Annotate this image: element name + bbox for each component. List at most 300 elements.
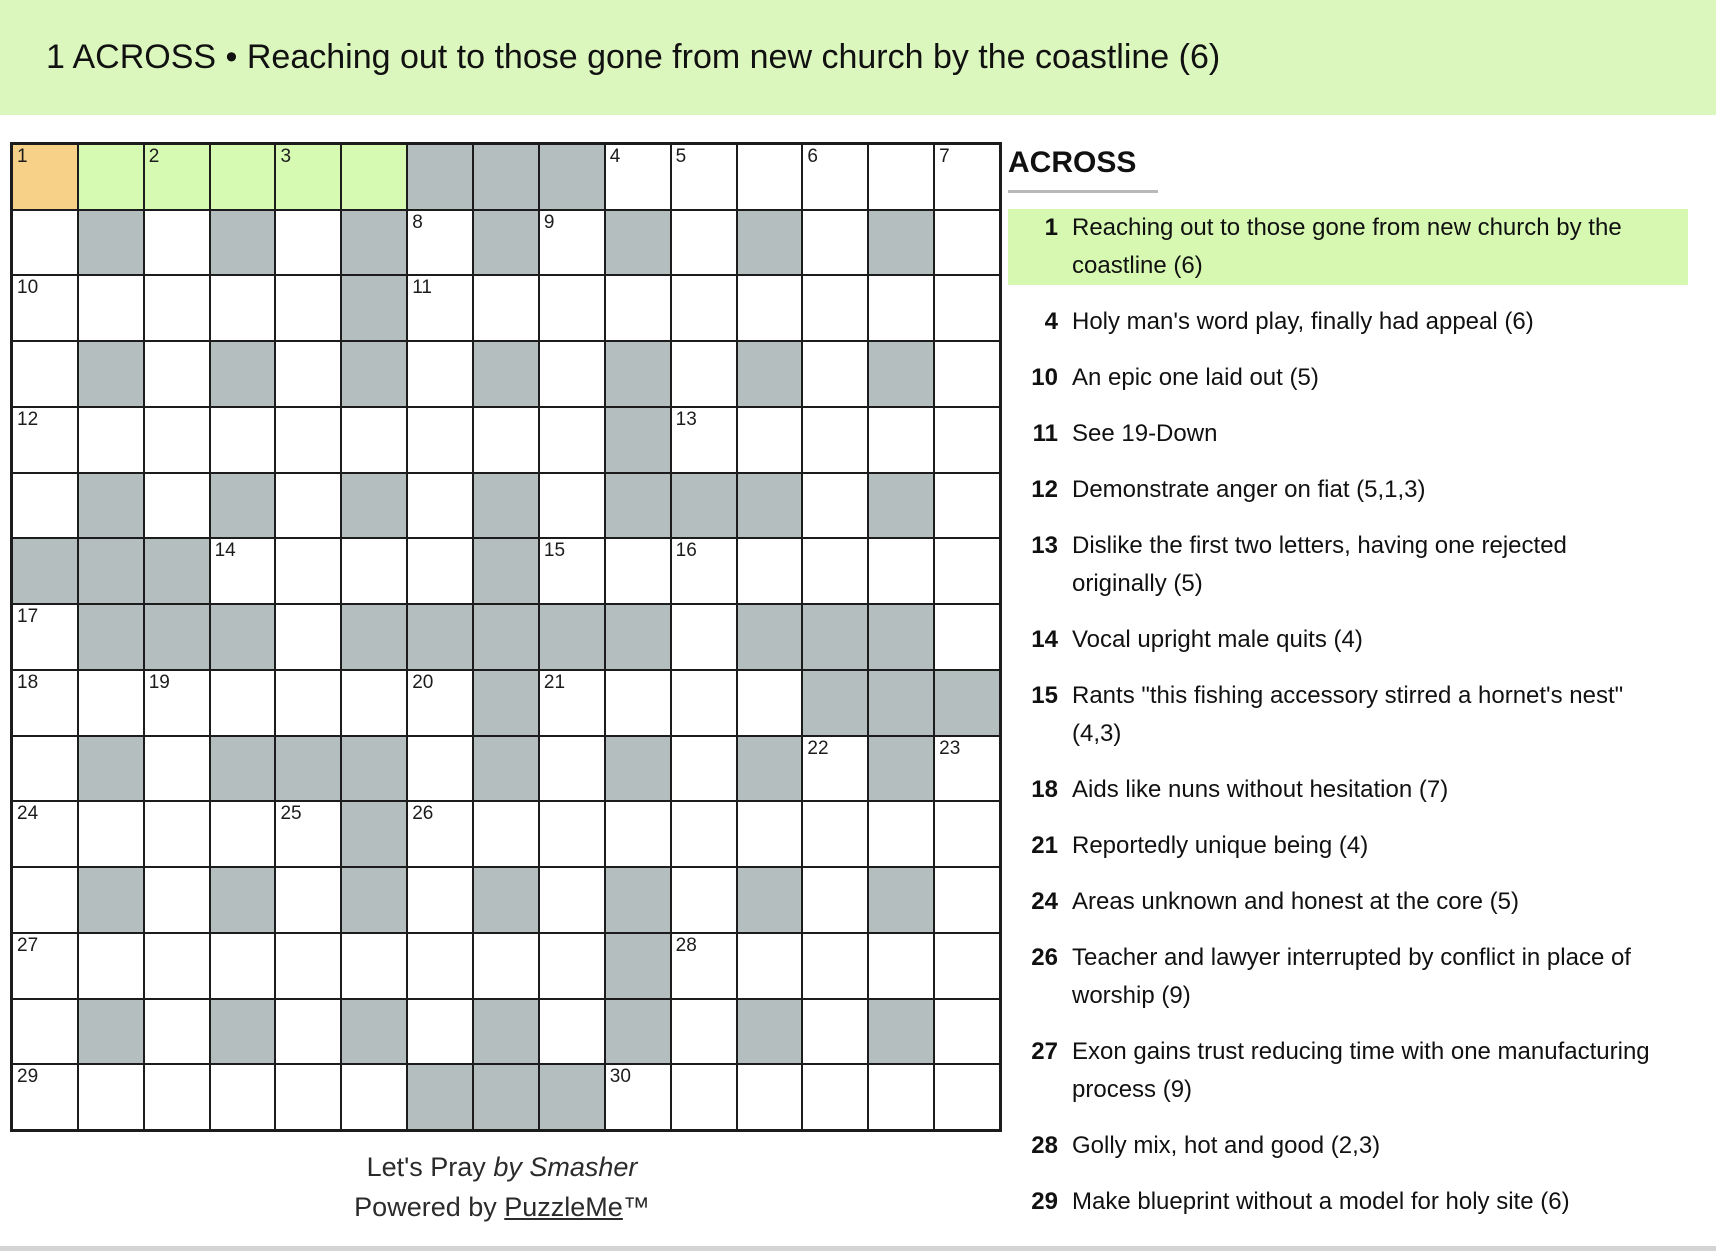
grid-cell[interactable]: [79, 802, 143, 866]
block-cell: [869, 671, 933, 735]
block-cell: [79, 539, 143, 603]
grid-cell[interactable]: [935, 934, 999, 998]
grid-cell[interactable]: [79, 276, 143, 340]
grid-cell[interactable]: [803, 802, 867, 866]
block-cell: [738, 868, 802, 932]
grid-cell[interactable]: [276, 671, 340, 735]
clue-text: Aids like nuns without hesitation (7): [1072, 776, 1449, 803]
grid-cell[interactable]: [145, 802, 209, 866]
grid-cell[interactable]: [540, 868, 604, 932]
puzzleme-link[interactable]: PuzzleMe: [504, 1192, 623, 1222]
grid-cell[interactable]: [79, 145, 143, 209]
clue-number: 13: [1031, 532, 1058, 559]
clue-number: 29: [1031, 1188, 1058, 1215]
cell-number: 3: [280, 146, 292, 167]
grid-cell[interactable]: [145, 737, 209, 801]
block-cell: [869, 1000, 933, 1064]
cell-number: 28: [675, 934, 697, 956]
grid-cell[interactable]: [408, 868, 472, 932]
grid-cell[interactable]: [13, 802, 77, 866]
grid-cell[interactable]: [13, 342, 77, 406]
grid-cell[interactable]: [869, 276, 933, 340]
block-cell: [145, 605, 209, 669]
grid-cell[interactable]: [803, 868, 867, 932]
block-cell: [474, 211, 538, 275]
clue-text: See 19-Down: [1072, 420, 1218, 447]
grid-cell[interactable]: [342, 539, 406, 603]
clue-number: 12: [1031, 476, 1058, 503]
block-cell: [606, 605, 670, 669]
grid-cell[interactable]: [803, 145, 867, 209]
across-header: ACROSS: [1008, 146, 1137, 179]
grid-cell[interactable]: [869, 802, 933, 866]
grid-cell[interactable]: [13, 211, 77, 275]
grid-cell[interactable]: [540, 211, 604, 275]
grid-cell[interactable]: [738, 671, 802, 735]
block-cell: [803, 605, 867, 669]
grid-cell[interactable]: [540, 1000, 604, 1064]
clue-item[interactable]: [1008, 209, 1688, 285]
grid-cell[interactable]: [211, 1065, 275, 1129]
block-cell: [211, 1000, 275, 1064]
clue-number: 4: [1044, 308, 1058, 335]
block-cell: [474, 342, 538, 406]
block-cell: [408, 605, 472, 669]
grid-cell[interactable]: [145, 474, 209, 538]
clue-item[interactable]: [1008, 677, 1688, 753]
grid-cell[interactable]: [935, 276, 999, 340]
grid-cell[interactable]: [540, 539, 604, 603]
across-header-rule: [1008, 190, 1158, 193]
grid-cell[interactable]: [738, 539, 802, 603]
grid-cell[interactable]: [803, 539, 867, 603]
grid-cell[interactable]: [672, 934, 736, 998]
grid-cell[interactable]: [935, 1065, 999, 1129]
grid-cell[interactable]: [935, 539, 999, 603]
grid-cell[interactable]: [672, 1000, 736, 1064]
block-cell: [869, 868, 933, 932]
grid-cell[interactable]: [672, 605, 736, 669]
grid-cell[interactable]: [276, 408, 340, 472]
grid-cell[interactable]: [606, 539, 670, 603]
block-cell: [342, 276, 406, 340]
clue-number: 24: [1031, 888, 1058, 915]
clue-number: 11: [1032, 420, 1058, 447]
grid-cell[interactable]: [342, 145, 406, 209]
clue-text: Holy man's word play, finally had appeal (6): [1072, 308, 1534, 335]
block-cell: [474, 868, 538, 932]
cell-number: 6: [807, 146, 818, 167]
grid-cell[interactable]: [145, 671, 209, 735]
block-cell: [211, 342, 275, 406]
cell-number: 18: [17, 671, 39, 693]
clue-item[interactable]: [1008, 771, 1688, 809]
block-cell: [606, 868, 670, 932]
block-cell: [408, 145, 472, 209]
grid-cell[interactable]: [935, 145, 999, 209]
block-cell: [79, 868, 143, 932]
block-cell: [79, 342, 143, 406]
grid-cell[interactable]: [276, 145, 340, 209]
grid-cell[interactable]: [79, 408, 143, 472]
block-cell: [342, 737, 406, 801]
powered-by-line: [10, 1187, 994, 1227]
block-cell: [606, 342, 670, 406]
cell-number: 16: [675, 540, 697, 562]
block-cell: [342, 802, 406, 866]
grid-cell[interactable]: [935, 605, 999, 669]
block-cell: [540, 605, 604, 669]
clue-number: 10: [1031, 364, 1058, 391]
grid-cell[interactable]: [211, 802, 275, 866]
cell-number: 10: [17, 277, 39, 299]
grid-cell[interactable]: [276, 1000, 340, 1064]
grid-cell[interactable]: [13, 868, 77, 932]
cell-number: 23: [939, 737, 961, 759]
cell-number: 2: [148, 146, 160, 167]
cell-number: 14: [214, 540, 236, 562]
grid-cell[interactable]: [738, 802, 802, 866]
clue-item[interactable]: [1008, 303, 1688, 341]
cell-number: 21: [543, 671, 566, 693]
grid-cell[interactable]: [408, 474, 472, 538]
grid-cell[interactable]: [408, 408, 472, 472]
bottom-divider: [0, 1246, 1716, 1251]
clue-item[interactable]: [1008, 1033, 1688, 1109]
block-cell: [342, 1000, 406, 1064]
clue-text: An epic one laid out (5): [1072, 364, 1319, 391]
grid-cell[interactable]: [276, 539, 340, 603]
grid-cell[interactable]: [935, 737, 999, 801]
grid-cell[interactable]: [738, 1065, 802, 1129]
grid-cell[interactable]: [13, 1065, 77, 1129]
grid-cell[interactable]: [145, 408, 209, 472]
grid-cell[interactable]: [869, 934, 933, 998]
block-cell: [79, 474, 143, 538]
block-cell: [474, 737, 538, 801]
block-cell: [738, 1000, 802, 1064]
clue-text: Exon gains trust reducing time with one manufacturing process (9): [1072, 1038, 1650, 1103]
block-cell: [211, 211, 275, 275]
grid-cell[interactable]: [211, 408, 275, 472]
cell-number: 30: [609, 1066, 631, 1088]
block-cell: [474, 539, 538, 603]
cell-number: 17: [17, 606, 39, 628]
grid-cell[interactable]: [935, 211, 999, 275]
clue-item[interactable]: [1008, 1183, 1688, 1221]
block-cell: [342, 342, 406, 406]
grid-cell[interactable]: [935, 802, 999, 866]
grid-cell[interactable]: [540, 342, 604, 406]
grid-cell[interactable]: [79, 934, 143, 998]
grid-cell[interactable]: [408, 539, 472, 603]
cell-number: 26: [412, 803, 434, 825]
block-cell: [606, 474, 670, 538]
grid-cell[interactable]: [79, 671, 143, 735]
grid-cell[interactable]: [342, 934, 406, 998]
grid-cell[interactable]: [342, 1065, 406, 1129]
clue-text: Teacher and lawyer interrupted by conflict in place of worship (9): [1072, 944, 1631, 1009]
clue-text: Reaching out to those gone from new church by the coastline (6): [1072, 214, 1622, 279]
block-cell: [211, 605, 275, 669]
grid-cell[interactable]: [474, 276, 538, 340]
block-cell: [738, 342, 802, 406]
grid-cell[interactable]: [408, 1000, 472, 1064]
block-cell: [79, 605, 143, 669]
grid-cell[interactable]: [342, 408, 406, 472]
clue-number: 28: [1031, 1132, 1058, 1159]
block-cell: [276, 737, 340, 801]
grid-cell[interactable]: [672, 539, 736, 603]
grid-cell[interactable]: [540, 474, 604, 538]
grid-cell[interactable]: [738, 408, 802, 472]
grid-cell[interactable]: [869, 408, 933, 472]
block-cell: [474, 671, 538, 735]
clue-item[interactable]: [1008, 1127, 1688, 1165]
grid-cell[interactable]: [276, 605, 340, 669]
grid-cell[interactable]: [606, 1065, 670, 1129]
grid-cell[interactable]: [145, 211, 209, 275]
grid-cell[interactable]: [474, 802, 538, 866]
grid-cell[interactable]: [869, 539, 933, 603]
cell-number: 20: [412, 671, 434, 693]
grid-cell[interactable]: [935, 868, 999, 932]
grid-cell[interactable]: [540, 671, 604, 735]
grid-cell[interactable]: [803, 934, 867, 998]
block-cell: [211, 868, 275, 932]
grid-cell[interactable]: [13, 474, 77, 538]
grid-cell[interactable]: [672, 211, 736, 275]
grid-cell[interactable]: [803, 474, 867, 538]
cell-number: 12: [17, 408, 39, 430]
grid-cell[interactable]: [145, 1065, 209, 1129]
clue-text: Rants "this fishing accessory stirred a hornet's nest" (4,3): [1072, 682, 1624, 747]
grid-cell[interactable]: [13, 671, 77, 735]
clue-number: 1: [1044, 214, 1058, 241]
cell-number: 1: [17, 146, 28, 167]
clue-text: Demonstrate anger on fiat (5,1,3): [1072, 476, 1426, 503]
grid-cell[interactable]: [672, 408, 736, 472]
grid-cell[interactable]: [13, 605, 77, 669]
grid-cell[interactable]: [540, 276, 604, 340]
grid-cell[interactable]: [276, 211, 340, 275]
block-cell: [803, 671, 867, 735]
cell-number: 29: [17, 1066, 39, 1088]
grid-cell[interactable]: [672, 671, 736, 735]
block-cell: [13, 539, 77, 603]
grid-cell[interactable]: [606, 671, 670, 735]
clue-item[interactable]: [1008, 939, 1688, 1015]
block-cell: [342, 211, 406, 275]
block-cell: [408, 1065, 472, 1129]
block-cell: [606, 934, 670, 998]
trademark-symbol: ™: [622, 1192, 650, 1222]
grid-cell[interactable]: [935, 408, 999, 472]
block-cell: [79, 1000, 143, 1064]
block-cell: [869, 342, 933, 406]
grid-cell[interactable]: [408, 342, 472, 406]
grid-cell[interactable]: [738, 276, 802, 340]
grid-cell[interactable]: [672, 145, 736, 209]
block-cell: [474, 1065, 538, 1129]
grid-cell[interactable]: [540, 934, 604, 998]
block-cell: [869, 211, 933, 275]
clue-item[interactable]: [1008, 415, 1688, 453]
clue-text: Dislike the first two letters, having one rejected originally (5): [1072, 532, 1567, 597]
grid-cell[interactable]: [13, 408, 77, 472]
grid-cell[interactable]: [540, 802, 604, 866]
block-cell: [474, 1000, 538, 1064]
grid-cell[interactable]: [672, 276, 736, 340]
grid-cell[interactable]: [803, 1000, 867, 1064]
block-cell: [540, 1065, 604, 1129]
across-clues-panel: [1008, 148, 1688, 1239]
grid-cell[interactable]: [342, 671, 406, 735]
cell-number: 7: [939, 146, 950, 167]
clue-text: Make blueprint without a model for holy site (6): [1072, 1188, 1570, 1215]
puzzle-byline: by Smasher: [493, 1152, 638, 1182]
grid-cell[interactable]: [803, 211, 867, 275]
grid-cell[interactable]: [672, 868, 736, 932]
grid-cell[interactable]: [540, 737, 604, 801]
grid-cell[interactable]: [13, 276, 77, 340]
grid-cell[interactable]: [738, 145, 802, 209]
clue-number: 27: [1031, 1038, 1058, 1065]
grid-cell[interactable]: [145, 868, 209, 932]
cell-number: 15: [543, 540, 566, 562]
block-cell: [342, 868, 406, 932]
grid-cell[interactable]: [606, 802, 670, 866]
clue-number: 15: [1031, 682, 1058, 709]
block-cell: [935, 671, 999, 735]
grid-cell[interactable]: [276, 276, 340, 340]
clue-item[interactable]: [1008, 359, 1688, 397]
block-cell: [738, 605, 802, 669]
grid-cell[interactable]: [145, 342, 209, 406]
block-cell: [342, 605, 406, 669]
grid-cell[interactable]: [13, 934, 77, 998]
block-cell: [79, 211, 143, 275]
grid-cell[interactable]: [211, 934, 275, 998]
cell-number: 8: [412, 211, 423, 233]
block-cell: [738, 474, 802, 538]
grid-cell[interactable]: [672, 802, 736, 866]
block-cell: [869, 474, 933, 538]
grid-cell[interactable]: [672, 342, 736, 406]
puzzle-title-line: [10, 1147, 994, 1187]
grid-cell[interactable]: [79, 1065, 143, 1129]
grid-cell[interactable]: [869, 1065, 933, 1129]
grid-cell[interactable]: [935, 342, 999, 406]
block-cell: [79, 737, 143, 801]
grid-cell[interactable]: [276, 868, 340, 932]
block-cell: [869, 737, 933, 801]
cell-number: 22: [807, 737, 829, 759]
grid-cell[interactable]: [474, 408, 538, 472]
block-cell: [606, 1000, 670, 1064]
cell-number: 4: [609, 146, 621, 167]
across-clue-list: [1008, 209, 1688, 1221]
grid-cell[interactable]: [869, 145, 933, 209]
cell-number: 19: [148, 671, 170, 693]
clue-text: Vocal upright male quits (4): [1072, 626, 1363, 653]
clue-item[interactable]: [1008, 827, 1688, 865]
grid-cell[interactable]: [408, 276, 472, 340]
current-clue-banner: [0, 0, 1716, 115]
grid-cell[interactable]: [211, 539, 275, 603]
clue-item[interactable]: [1008, 621, 1688, 659]
grid-cell[interactable]: [408, 934, 472, 998]
grid-cell[interactable]: [145, 276, 209, 340]
grid-cell[interactable]: [408, 802, 472, 866]
grid-cell[interactable]: [935, 474, 999, 538]
block-cell: [474, 145, 538, 209]
block-cell: [738, 211, 802, 275]
block-cell: [474, 605, 538, 669]
current-clue-text: 1 ACROSS • Reaching out to those gone from new church by the coastline (6): [46, 38, 1221, 76]
grid-cell[interactable]: [13, 145, 77, 209]
grid-cell[interactable]: [13, 1000, 77, 1064]
block-cell: [211, 474, 275, 538]
grid-cell[interactable]: [474, 934, 538, 998]
grid-cell[interactable]: [408, 211, 472, 275]
grid-cell[interactable]: [803, 737, 867, 801]
clue-item[interactable]: [1008, 471, 1688, 509]
grid-cell[interactable]: [13, 737, 77, 801]
grid-cell[interactable]: [540, 408, 604, 472]
grid-cell[interactable]: [803, 408, 867, 472]
clue-item[interactable]: [1008, 527, 1688, 603]
block-cell: [474, 474, 538, 538]
grid-cell[interactable]: [211, 671, 275, 735]
grid-cell[interactable]: [276, 802, 340, 866]
grid-cell[interactable]: [276, 474, 340, 538]
clue-text: Reportedly unique being (4): [1072, 832, 1369, 859]
grid-cell[interactable]: [935, 1000, 999, 1064]
clue-number: 26: [1031, 944, 1058, 971]
grid-cell[interactable]: [211, 276, 275, 340]
grid-cell[interactable]: [408, 737, 472, 801]
grid-cell[interactable]: [145, 934, 209, 998]
grid-cell[interactable]: [408, 671, 472, 735]
grid-cell[interactable]: [803, 342, 867, 406]
grid-cell[interactable]: [738, 934, 802, 998]
clue-number: 14: [1031, 626, 1058, 653]
grid-cell[interactable]: [672, 1065, 736, 1129]
cell-number: 25: [280, 803, 302, 825]
puzzle-footer: [10, 1147, 994, 1227]
grid-cell[interactable]: [276, 342, 340, 406]
block-cell: [540, 145, 604, 209]
powered-by-label: Powered by: [354, 1192, 505, 1222]
cell-number: 27: [17, 934, 39, 956]
grid-cell[interactable]: [606, 145, 670, 209]
block-cell: [869, 605, 933, 669]
cell-number: 9: [543, 211, 555, 233]
grid-cell[interactable]: [211, 145, 275, 209]
grid-cell[interactable]: [803, 1065, 867, 1129]
block-cell: [738, 737, 802, 801]
grid-cell[interactable]: [672, 737, 736, 801]
clue-number: 21: [1031, 832, 1058, 859]
grid-cell[interactable]: [276, 1065, 340, 1129]
grid-cell[interactable]: [606, 276, 670, 340]
grid-cell[interactable]: [145, 1000, 209, 1064]
grid-cell[interactable]: [803, 276, 867, 340]
grid-cell[interactable]: [145, 145, 209, 209]
clue-item[interactable]: [1008, 883, 1688, 921]
grid-cell[interactable]: [276, 934, 340, 998]
